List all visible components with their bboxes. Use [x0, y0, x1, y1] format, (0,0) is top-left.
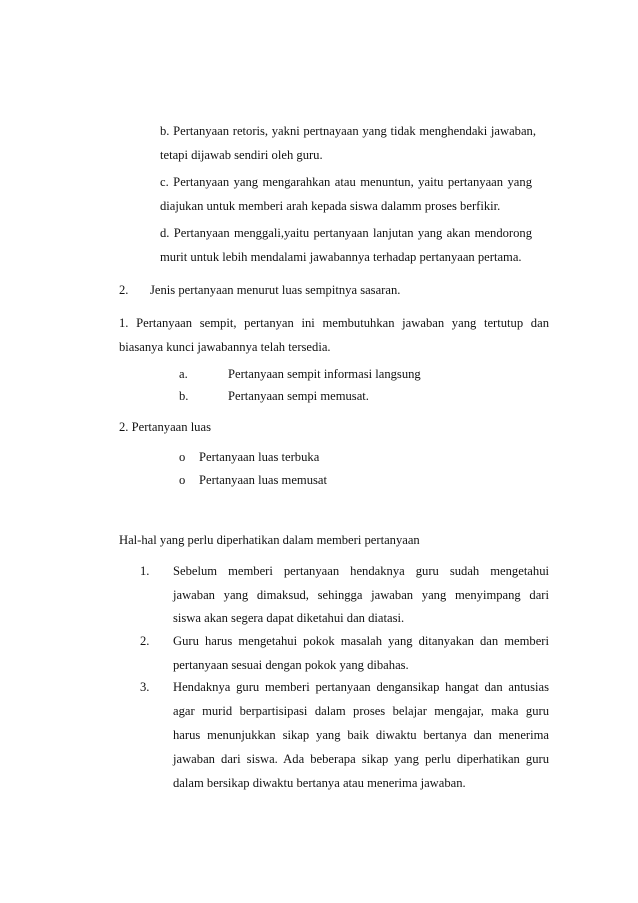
- hal-item-1-line-1: Sebelum memberi pertanyaan hendaknya guru sudah mengetahui: [173, 564, 549, 578]
- hal-item-2-line-2: pertanyaan sesuai dengan pokok yang dibahas.: [173, 658, 409, 672]
- luas-item-1-marker: o: [179, 450, 186, 464]
- hal-item-3-line-5: dalam bersikap diwaktu bertanya atau menerima jawaban.: [173, 776, 466, 790]
- section-2-heading: Jenis pertanyaan menurut luas sempitnya sasaran.: [150, 283, 401, 297]
- hal-item-3-line-3: harus menunjukkan sikap yang baik diwaktu bertanya dan menerima: [173, 728, 549, 742]
- sempit-item-a-text: Pertanyaan sempit informasi langsung: [228, 367, 421, 381]
- hal-item-3-line-4: jawaban dari siswa. Ada beberapa sikap yang perlu diperhatikan guru: [173, 752, 549, 766]
- hal-item-1-line-2: jawaban yang dimaksud, sehingga jawaban yang menyimpang dari: [173, 588, 549, 602]
- sempit-item-b-text: Pertanyaan sempi memusat.: [228, 389, 369, 403]
- hal-item-2-line-1: Guru harus mengetahui pokok masalah yang ditanyakan dan memberi: [173, 634, 549, 648]
- item-d-line-2: murit untuk lebih mendalami jawabannya terhadap pertanyaan pertama.: [160, 250, 522, 264]
- item-b-line-2: tetapi dijawab sendiri oleh guru.: [160, 148, 323, 162]
- sempit-item-b-marker: b.: [179, 389, 189, 403]
- hal-item-2-number: 2.: [140, 634, 150, 648]
- section-2-number: 2.: [119, 283, 129, 297]
- hal-item-3-line-2: agar murid berpartisipasi dalam proses belajar mengajar, maka guru: [173, 704, 549, 718]
- hal-heading: Hal-hal yang perlu diperhatikan dalam memberi pertanyaan: [119, 533, 420, 547]
- item-b-line-1: b. Pertanyaan retoris, yakni pertnayaan yang tidak menghendaki jawaban,: [160, 124, 536, 138]
- sempit-item-a-marker: a.: [179, 367, 188, 381]
- item-d-line-1: d. Pertanyaan menggali,yaitu pertanyaan lanjutan yang akan mendorong: [160, 226, 532, 240]
- item-c-line-2: diajukan untuk memberi arah kepada siswa dalamm proses berfikir.: [160, 199, 501, 213]
- sempit-line-2: biasanya kunci jawabannya telah tersedia.: [119, 340, 331, 354]
- luas-item-2-marker: o: [179, 473, 186, 487]
- item-c-line-1: c. Pertanyaan yang mengarahkan atau menuntun, yaitu pertanyaan yang: [160, 175, 532, 189]
- hal-item-3-line-1: Hendaknya guru memberi pertanyaan dengansikap hangat dan antusias: [173, 680, 549, 694]
- luas-item-2-text: Pertanyaan luas memusat: [199, 473, 327, 487]
- hal-item-1-number: 1.: [140, 564, 150, 578]
- luas-heading: 2. Pertanyaan luas: [119, 420, 211, 434]
- hal-item-3-number: 3.: [140, 680, 150, 694]
- luas-item-1-text: Pertanyaan luas terbuka: [199, 450, 320, 464]
- sempit-line-1: 1. Pertanyaan sempit, pertanyan ini membutuhkan jawaban yang tertutup dan: [119, 316, 549, 330]
- hal-item-1-line-3: siswa akan segera dapat diketahui dan diatasi.: [173, 611, 405, 625]
